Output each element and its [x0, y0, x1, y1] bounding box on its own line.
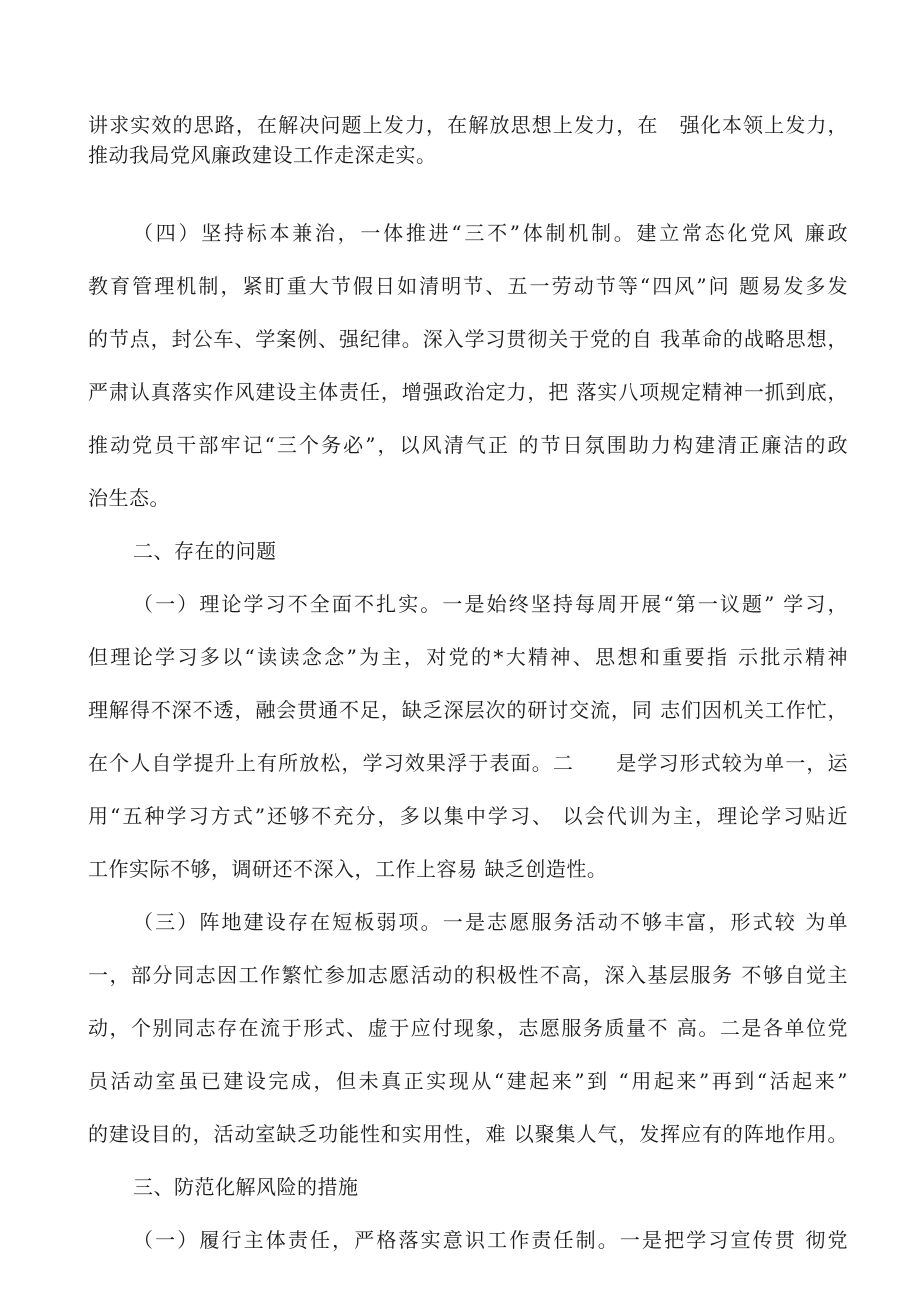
paragraph-line: 教育管理机制，紧盯重大节假日如清明节、五一劳动节等“四风”问 题易发多发: [88, 274, 848, 298]
paragraph-line: 的节点，封公车、学案例、强纪律。深入学习贯彻关于党的自 我革命的战略思想，: [88, 327, 848, 351]
paragraph-line: 员活动室虽已建设完成，但未真正实现从“建起来”到 “用起来”再到“活起来”: [88, 1069, 848, 1093]
paragraph-line: （四）坚持标本兼治，一体推进“三不”体制机制。建立常态化党风 廉政: [133, 221, 848, 245]
paragraph-line: （三）阵地建设存在短板弱项。一是志愿服务活动不够丰富，形式较 为单: [133, 910, 848, 934]
paragraph-line: （一）理论学习不全面不扎实。一是始终坚持每周开展“第一议题” 学习，: [133, 592, 848, 616]
paragraph-line: 理解得不深不透，融会贯通不足，缺乏深层次的研讨交流，同 志们因机关工作忙，: [88, 698, 848, 722]
paragraph-line: 工作实际不够，调研还不深入，工作上容易 缺乏创造性。: [88, 857, 608, 881]
paragraph-line: 一，部分同志因工作繁忙参加志愿活动的积极性不高，深入基层服务 不够自觉主: [88, 963, 848, 987]
paragraph-line: 讲求实效的思路，在解决问题上发力，在解放思想上发力，在 强化本领上发力，: [88, 113, 848, 137]
paragraph-line: 的建设目的，活动室缺乏功能性和实用性，难 以聚集人气，发挥应有的阵地作用。: [88, 1122, 848, 1146]
paragraph-line: 在个人自学提升上有所放松，学习效果浮于表面。二 是学习形式较为单一，运: [88, 751, 848, 775]
section-heading: 二、存在的问题: [133, 539, 277, 563]
paragraph-line: 治生态。: [88, 486, 170, 510]
paragraph-line: （一）履行主体责任，严格落实意识工作责任制。一是把学习宣传贯 彻党: [133, 1228, 848, 1252]
paragraph-line: 动，个别同志存在流于形式、虚于应付现象，志愿服务质量不 高。二是各单位党: [88, 1016, 848, 1040]
paragraph-line: 但理论学习多以“读读念念”为主，对党的*大精神、思想和重要指 示批示精神: [88, 645, 848, 669]
paragraph-line: 用“五种学习方式”还够不充分，多以集中学习、 以会代训为主，理论学习贴近: [88, 804, 848, 828]
paragraph-line: 严肃认真落实作风建设主体责任，增强政治定力，把 落实八项规定精神一抓到底，: [88, 380, 848, 404]
section-heading: 三、防范化解风险的措施: [133, 1175, 359, 1199]
paragraph-line: 推动党员干部牢记“三个务必”，以风清气正 的节日氛围助力构建清正廉洁的政: [88, 433, 848, 457]
paragraph-line: 推动我局党风廉政建设工作走深走实。: [88, 143, 437, 167]
